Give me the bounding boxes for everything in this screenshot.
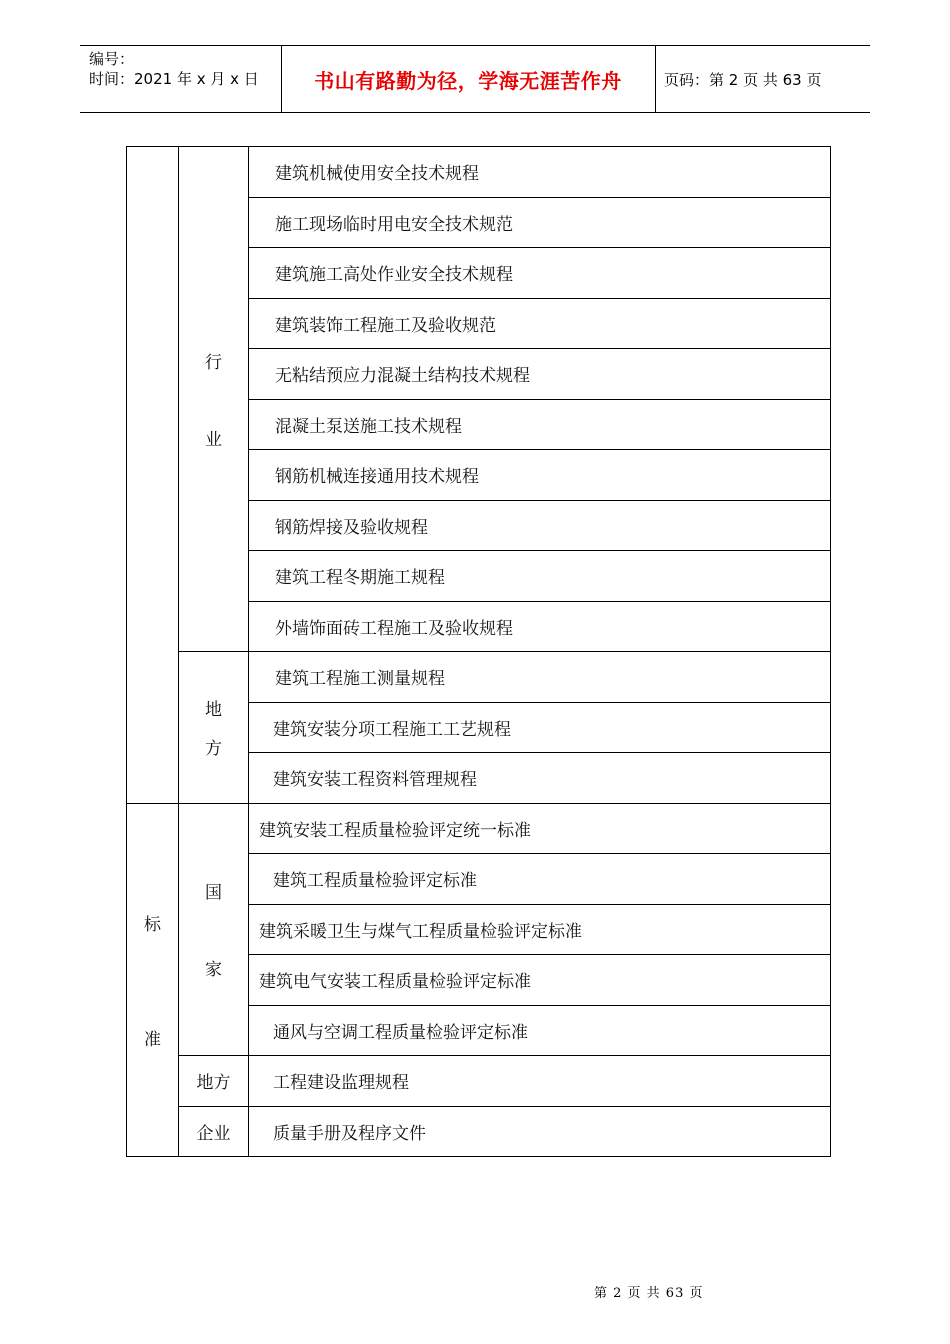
standard-item: 建筑工程质量检验评定标准	[249, 854, 831, 905]
category-industry: 行 业	[179, 147, 249, 652]
standard-item: 建筑电气安装工程质量检验评定标准	[249, 955, 831, 1006]
category-national: 国 家	[179, 803, 249, 1056]
header-bottom-rule	[80, 112, 870, 113]
header-divider	[281, 45, 282, 113]
table-row	[127, 1106, 831, 1157]
header-motto: 书山有路勤为径，学海无涯苦作舟	[314, 68, 622, 93]
standard-item: 外墙饰面砖工程施工及验收规程	[249, 601, 831, 652]
standard-item: 混凝土泵送施工技术规程	[249, 399, 831, 450]
table-row	[127, 652, 831, 703]
header-page-number: 页码：第 2 页 共 63 页	[664, 70, 822, 89]
standard-item: 建筑安装工程资料管理规程	[249, 753, 831, 804]
category-enterprise: 企业	[179, 1106, 249, 1157]
standard-item: 施工现场临时用电安全技术规范	[249, 197, 831, 248]
table-row	[127, 1056, 831, 1107]
category-local: 地 方	[179, 652, 249, 804]
header-divider	[655, 45, 656, 113]
standards-table	[126, 146, 831, 1157]
standard-item: 建筑采暖卫生与煤气工程质量检验评定标准	[249, 904, 831, 955]
standard-item: 无粘结预应力混凝土结构技术规程	[249, 349, 831, 400]
table-row	[127, 147, 831, 198]
category-local-2: 地方	[179, 1056, 249, 1107]
standard-item: 钢筋焊接及验收规程	[249, 500, 831, 551]
standard-item: 建筑机械使用安全技术规程	[249, 147, 831, 198]
header-meta	[89, 49, 279, 89]
standard-item: 通风与空调工程质量检验评定标准	[249, 1005, 831, 1056]
standard-item: 建筑装饰工程施工及验收规范	[249, 298, 831, 349]
outer-category-blank	[127, 147, 179, 804]
standard-item: 质量手册及程序文件	[249, 1106, 831, 1157]
standard-item: 建筑施工高处作业安全技术规程	[249, 248, 831, 299]
standard-item: 建筑工程冬期施工规程	[249, 551, 831, 602]
standard-item: 建筑安装工程质量检验评定统一标准	[249, 803, 831, 854]
standard-item: 建筑安装分项工程施工工艺规程	[249, 702, 831, 753]
category-standard: 标 准	[127, 803, 179, 1157]
standard-item: 钢筋机械连接通用技术规程	[249, 450, 831, 501]
footer-page-number: 第 2 页 共 63 页	[594, 1286, 704, 1301]
document-number: 编号：	[89, 50, 135, 68]
document-date: 时间：2021 年 x 月 x 日	[89, 70, 259, 88]
standard-item: 建筑工程施工测量规程	[249, 652, 831, 703]
standard-item: 工程建设监理规程	[249, 1056, 831, 1107]
table-row	[127, 803, 831, 854]
